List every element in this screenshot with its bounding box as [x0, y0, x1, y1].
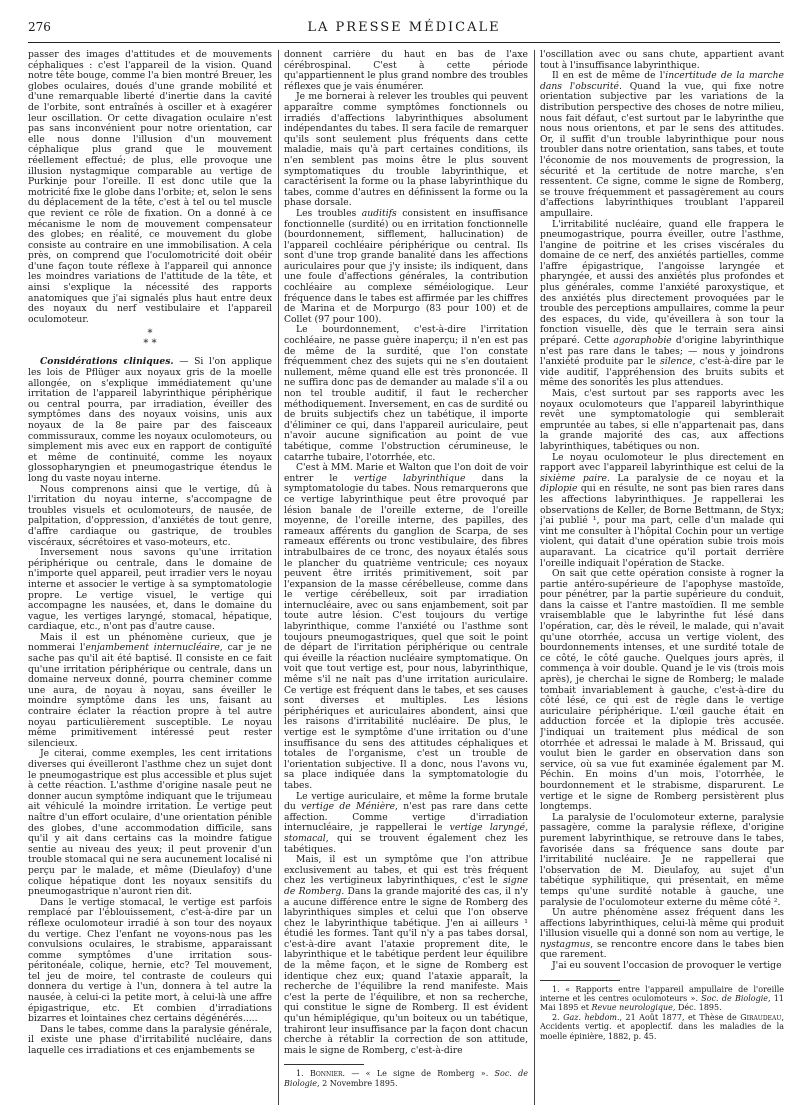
- paragraph: L'irritabilité nucléaire, quand elle frappera le pneumogastrique, pourra éveiller, outre l'asthme, l'angine de poitrine et les crises viscérales du domaine de ce nerf, des anxiétés partielles, comme l'affre épigastrique, l'angoisse laryngée et pharyngée, et aussi des anxiétés plus profondes et plus générales, comme l'anxiété paroxystique, et des anxiétés plus directement provoquées par le trouble des perceptions ampullaires, comme la peur des espaces, du vide, qu'éveillera à son tour la fonction visuelle, dès que le terrain sera ainsi préparé. Cette agoraphobie d'origine labyrinthique n'est pas rare dans le tabes; — nous y joindrons l'anxiété produite par le silence, c'est-à-dire par le vide auditif, l'appréhension des bruits subits et même des sonorités les plus attendues.: [540, 218, 784, 389]
- paragraph: Nous comprenons ainsi que le vertige, dû à l'irritation du noyau interne, s'accompagne de troubles visuels et oculomoteurs, de nausée, de palpitation, d'oppression, d'anxiétés de tout genre, d'affre cardiaque ou gastrique, de troubles viscéraux, sécrétoires et vaso-moteurs, etc.: [28, 483, 272, 548]
- paragraph: Mais, c'est surtout par ses rapports avec les noyaux oculomoteurs que l'appareil labyrinthique revêt une symptomatologie qui semblerait empruntée au tabes, si elle n'appartenait pas, dans la grande majorité des cas, aux affections labyrinthiques, tabétiques ou non.: [540, 388, 784, 452]
- paragraph: C'est à MM. Marie et Walton que l'on doit de voir entrer le vertige labyrinthique dans la symptomatologie du tabes. Nous remarquerons que ce vertige labyrinthique peut être provoqué par lésion banale de l'oreille externe, de l'oreille moyenne, de l'oreille interne, des papilles, des rameaux afférents du ganglion de Scarpa, de ses rameaux efférents ou tronc vestibulaire, des fibres intrabulbaires de ce tronc, des noyaux étalés sous le plancher du quatrième ventricule; ces noyaux peuvent être irrités primitivement, soit par l'expansion de la masse cérébelleuse, comme dans le vertige cérébelleux, soit par irradiation internucléaire, avec ou sans enjambement, soit par toute autre lésion. C'est toujours du vertige labyrinthique, comme l'anxiété ou l'asthme sont toujours pneumogastriques, quel que soit le point de départ de l'irritation périphérique ou centrale qui éveille la réaction nucléaire symptomatique. On voit que tout vertige est, pour nous, labyrinthique, même s'il ne naît pas d'une irritation auriculaire. Ce vertige est fréquent dans le tabes, et ses causes sont diverses et multiples. Les lésions périphériques et auriculaires abondent, ainsi que les raisons d'irritabilité nucléaire. De plus, le vertige est le symptôme d'une irritation ou d'une insuffisance du sens des attitudes céphaliques et totales de l'organisme, c'est un trouble de l'orientation subjective. Il a donc, nous l'avons vu, sa place indiquée dans la symptomatologie du tabes.: [284, 462, 528, 791]
- section-title: Considérations cliniques.: [40, 356, 174, 368]
- paragraph: Mais, il est un symptôme que l'on attribue exclusivement au tabes, et qui est très fréquent chez les vertigineux labyrinthiques, c'est le signe de Romberg. Dans la grande majorité des cas, il n'y a aucune différence entre le signe de Romberg des labyrinthiques simples et celui que l'on observe chez le labyrinthique tabétique. J'en ai ailleurs ¹ étudié les formes. Tant qu'il n'y a pas tabes dorsal, c'est-à-dire avant l'ataxie proprement dite, le labyrinthique et le tabétique perdent leur équilibre de la même façon, et le signe de Romberg est identique chez eux; quand l'ataxie apparaît, la recherche de l'équilibre la rend manifeste. Mais c'est la perte de l'équilibre, et non sa recherche, qui constitue le signe de Romberg. Il est évident qu'un hémiplégique, qu'un boiteux ou un tabétique, trahiront leur insuffisance par la façon dont chacun cherche à rétablir la correction de son attitude, mais le signe de Romberg, c'est-à-dire: [284, 854, 528, 1056]
- paragraph: Un autre phénomène assez fréquent dans les affections labyrinthiques, celui-là même qui produit l'illusion visuelle qui a donné son nom au vertige, le nystagmus, se rencontre encore dans le tabes bien que rarement.: [540, 907, 784, 961]
- footnote: 1. Bonnier. — « Le signe de Romberg ». Soc. de Biologie, 2 Novembre 1895.: [284, 1069, 528, 1088]
- footnote: 2. Gaz. hebdom., 21 Août 1877, et Thèse de Giraudeau, Accidents vertig. et apoplectif. dans les maladies de la moelle épinière, 1882, p. 45.: [540, 1012, 784, 1041]
- section-separator: * * *: [143, 328, 157, 350]
- paragraph: Dans le vertige stomacal, le vertige est parfois remplacé par l'éblouissement, c'est-à-dire par un réflexe oculomoteur irradié à son tour des noyaux du vertige. Chez l'enfant ne voyons-nous pas les convulsions oculaires, le strabisme, apparaissant comme symptômes d'une irritation sous-péritonéale, colique, hernie, etc? Tel mouvement, tel jeu de moire, tel contraste de couleurs qui donnera du vertige à l'un, donnera à tel autre la nausée, à celui-ci la petite mort, à celui-là une affre épigastrique, etc. Et combien d'irradiations bizarres et lointaines chez certains dégénérés.....: [28, 896, 272, 1025]
- paragraph: Considérations cliniques. — Si l'on applique les lois de Pflüger aux noyaux gris de la moelle allongée, on s'explique immédiatement qu'une irritation de l'appareil labyrinthique périphérique ou central pourra, par irradiation, éveiller des symptômes dans des noyaux voisins, unis aux noyaux de la 8e paire par des faisceaux commissuraux, comme les noyaux oculomoteurs, ou simplement mis avec eux en rapport de contiguïté et même de continuité, comme les noyaux glossopharyngien et pneumogastrique étendus le long du vaste noyau interne.: [28, 356, 272, 484]
- paragraph: Dans le tabes, comme dans la paralysie générale, il existe une phase d'irritabilité nucléaire, dans laquelle ces irradiations et ces enjambements se: [28, 1023, 272, 1057]
- paragraph: J'ai eu souvent l'occasion de provoquer le vertige: [552, 960, 782, 972]
- paragraph: Le bourdonnement, c'est-à-dire l'irritation cochléaire, ne passe guère inaperçu; il n'en est pas de même de la surdité, que l'on constate fréquemment chez des sujets qui ne s'en doutaient nullement, même quand elle est très prononcée. Il ne suffira donc pas de demander au malade s'il a ou non tel trouble auditif, il faut le rechercher méthodiquement. Inversement, en cas de surdité ou de bruits subjectifs chez un tabétique, il importe d'éliminer ce qui, dans l'appareil auriculaire, peut n'avoir aucune signification au point de vue tabétique, comme l'obstruction cérumineuse, le catarrhe tubaire, l'otorrhée, etc.: [284, 324, 528, 463]
- column-3: [540, 50, 784, 1110]
- paragraph: Je citerai, comme exemples, les cent irritations diverses qui éveilleront l'asthme chez un sujet dont le pneumogastrique est plus accessible et plus sujet à cette réaction. L'asthme d'origine nasale peut ne donner aucun symptôme indiquant que le trijumeau ait véhiculé la moindre irritation. Le vertige peut naître d'un effort oculaire, d'une orientation pénible des globes, d'une accommodation difficile, sans qu'il y ait dans certains cas la moindre fatigue sentie au niveau des yeux; il peut provenir d'un trouble stomacal qui ne sera aucunement localisé ni perçu par le malade, et même (Dieulafoy) d'une colique hépatique dont les noyaux sensitifs du pneumogastrique n'auront rien dit.: [28, 748, 272, 898]
- paragraph: Inversement nous savons qu'une irritation périphérique ou centrale, dans le domaine de n'importe quel appareil, peut irradier vers le noyau interne et associer le vertige à sa symptomatologie propre. Le vertige visuel, le vertige qui accompagne les nausées, et, dans le domaine du vague, les vertiges laryngé, stomacal, hépatique, cardiaque, etc., n'ont pas d'autre cause.: [28, 547, 272, 633]
- paragraph: passer des images d'attitudes et de mouvements céphaliques : c'est l'appareil de la vision. Quand notre tête bouge, comme l'a bien montré Breuer, les globes oculaires, doués d'une grande mobilité et d'une remarquable liberté d'inertie dans la cavité de l'orbite, sont entraînés à osciller et à exagérer leur oscillation. Or cette divagation oculaire n'est pas sans inconvénient pour notre orientation, car elle nous donne l'illusion d'un mouvement céphalique plus grand que le mouvement réellement effectué; de plus, elle provoque une illusion nystagmique comparable au vertige de Purkinje pour l'oreille. Il est donc utile que la motricité fixe le globe dans l'orbite; et, selon le sens du déplacement de la tête, c'est à tel ou tel muscle que revient ce rôle de fixation. On a donné à ce mécanisme le nom de mouvement compensateur des globes; en réalité, ce mouvement du globe consiste au contraire en une immobilisation. A cela près, on comprend que l'oculomotricité doit obéir d'une façon toute réflexe à l'appareil qui annonce les moindres variations de l'attitude de la tête, et ainsi s'explique la nécessité des rapports anatomiques que j'ai signalés plus haut entre deux des noyaux du nerf vestibulaire et l'appareil oculomoteur.: [28, 50, 272, 325]
- column-2: [284, 50, 528, 1110]
- paragraph: Le vertige auriculaire, et même la forme brutale du vertige de Ménière, n'est pas rare dans cette affection. Comme vertige d'irradiation internucléaire, je rappellerai le vertige laryngé, stomacal, qui se trouvent également chez les tabétiques.: [284, 790, 528, 855]
- paragraph: l'oscillation avec ou sans chute, appartient avant tout à l'insuffisance labyrinthique.: [540, 50, 784, 71]
- page-number: 276: [28, 20, 51, 34]
- footnote: 1. « Rapports entre l'appareil ampullaire de l'oreille interne et les centres oculomoteurs ». Soc. de Biologie, 11 Mai 1895 et Revue neurologique, Déc. 1895.: [540, 984, 784, 1013]
- paragraph: On sait que cette opération consiste à rogner la partie antéro-supérieure de l'apophyse mastoïde, pour pénétrer, par la partie supérieure du conduit, dans la caisse et l'antre mastoïdien. Il me semble vraisemblable que le labyrinthe fut lésé dans l'opération, car, dès le réveil, le malade, qui n'avait qu'une otorrhée, accusa un vertige violent, des bourdonnements intenses, et une surdité totale de ce côté, le côté gauche. Quelques jours après, il commença à voir double. Quand je le vis (trois mois après), je cherchai le signe de Romberg; le malade tombait invariablement à gauche, c'est-à-dire du côté lésé, ce qui est de règle dans le vertige auriculaire périphérique. L'œil gauche était en adduction forcée et la diplopie très accusée. J'indiquai un traitement plus médical de son otorrhée et adressai le malade à M. Brissaud, qui voulut bien le garder en observation dans son service, où sa vue fut examinée également par M. Péchin. En moins d'un mois, l'otorrhée, le bourdonnement et le strabisme, disparurent. Le vertige et le signe de Romberg persistèrent plus longtemps.: [540, 568, 784, 813]
- column-rule: [278, 50, 279, 1105]
- header-rule: [28, 42, 780, 43]
- column-1: [28, 50, 272, 1110]
- column-rule: [534, 50, 535, 1105]
- paragraph: donnent carrière du haut en bas de l'axe cérébrospinal. C'est à cette période qu'appartiennent le plus grand nombre des troubles réflexes que je vais énumérer.: [284, 50, 528, 92]
- paragraph: Je me bornerai à relever les troubles qui peuvent apparaître comme symptômes fonctionnels ou irradiés d'affections labyrinthiques absolument indépendantes du tabes. Il sera facile de remarquer qu'ils sont seulement plus fréquents dans cette maladie, mais qu'à part certaines conditions, ils n'en semblent pas moins être le plus souvent symptomatiques du trouble labyrinthique, et caractérisent la forme ou la phase labyrinthique du tabes, comme d'autres en définissent la forme ou la phase dorsale.: [284, 91, 528, 209]
- footnote-rule: [284, 1064, 364, 1065]
- footnote-rule: [540, 980, 620, 981]
- paragraph: Les troubles auditifs consistent en insuffisance fonctionnelle (surdité) ou en irritation fonctionnelle (bourdonnement, sifflement, hallucination) de l'appareil cochléaire périphérique ou central. Ils sont d'une trop grande banalité dans les affections auriculaires pour que j'y insiste; ils indiquent, dans une foule d'affections générales, la contribution cochléaire au complexe séméiologique. Leur fréquence dans le tabes est affirmée par les chiffres de Marina et de Morpurgo (83 pour 100) et de Collet (97 pour 100).: [284, 207, 528, 325]
- paragraph: Mais il est un phénomène curieux, que je nommerai l'enjambement internucléaire, car je ne sache pas qu'il ait été baptisé. Il consiste en ce fait qu'une irritation périphérique ou centrale, dans un domaine nerveux donné, pourra cheminer comme une aura, de noyau à noyau, sans éveiller le moindre symptôme dans les uns, faisant au contraire éclater la réaction propre à tel autre noyau particulièrement susceptible. Le noyau même primitivement intéressé peut rester silencieux.: [28, 631, 272, 749]
- paragraph: La paralysie de l'oculomoteur externe, paralysie passagère, comme la paralysie réflexe, d'origine purement labyrinthique, se retrouve dans le tabes, favorisée dans sa fréquence sans doute par l'irritabilité nucléaire. Je ne rappellerai que l'observation de M. Dieulafoy, au sujet d'un tabétique syphilitique, qui présentait, en même temps qu'une surdité notable à gauche, une paralysie de l'oculomoteur externe du même côté ².: [540, 811, 784, 908]
- paragraph: Il en est de même de l'incertitude de la marche dans l'obscurité. Quand la vue, qui fixe notre orientation subjective par les variations de la distribution perspective des choses de notre milieu, nous fait défaut, c'est surtout par le labyrinthe que nous nous orientons, et par le sens des attitudes. Or, il suffit d'un trouble labyrinthique pour nous troubler dans notre orientation, sans tabes, et toute l'économie de nos mouvements de progression, la sécurité et la certitude de notre marche, s'en ressentent. Ce signe, comme le signe de Romberg, se trouve fréquemment et passagèrement au cours d'affections labyrinthiques troublant l'appareil ampullaire.: [540, 70, 784, 219]
- page-header: [28, 20, 780, 40]
- paragraph: Le noyau oculomoteur le plus directement en rapport avec l'appareil labyrinthique est celui de la sixième paire. La paralysie de ce noyau et la diplopie qui en résulte, ne sont pas bien rares dans les affections labyrinthiques. Je rappellerai les observations de Keller, de Borne Bettmann, de Styx; j'ai publié ¹, pour ma part, celle d'un malade qui vint me consulter à l'hôpital Cochin pour un vertige violent, qui datait d'une opération subie trois mois auparavant. La cicatrice qu'il portait derrière l'oreille indiquait l'opération de Stacke.: [540, 451, 784, 569]
- running-title: LA PRESSE MÉDICALE: [307, 20, 501, 35]
